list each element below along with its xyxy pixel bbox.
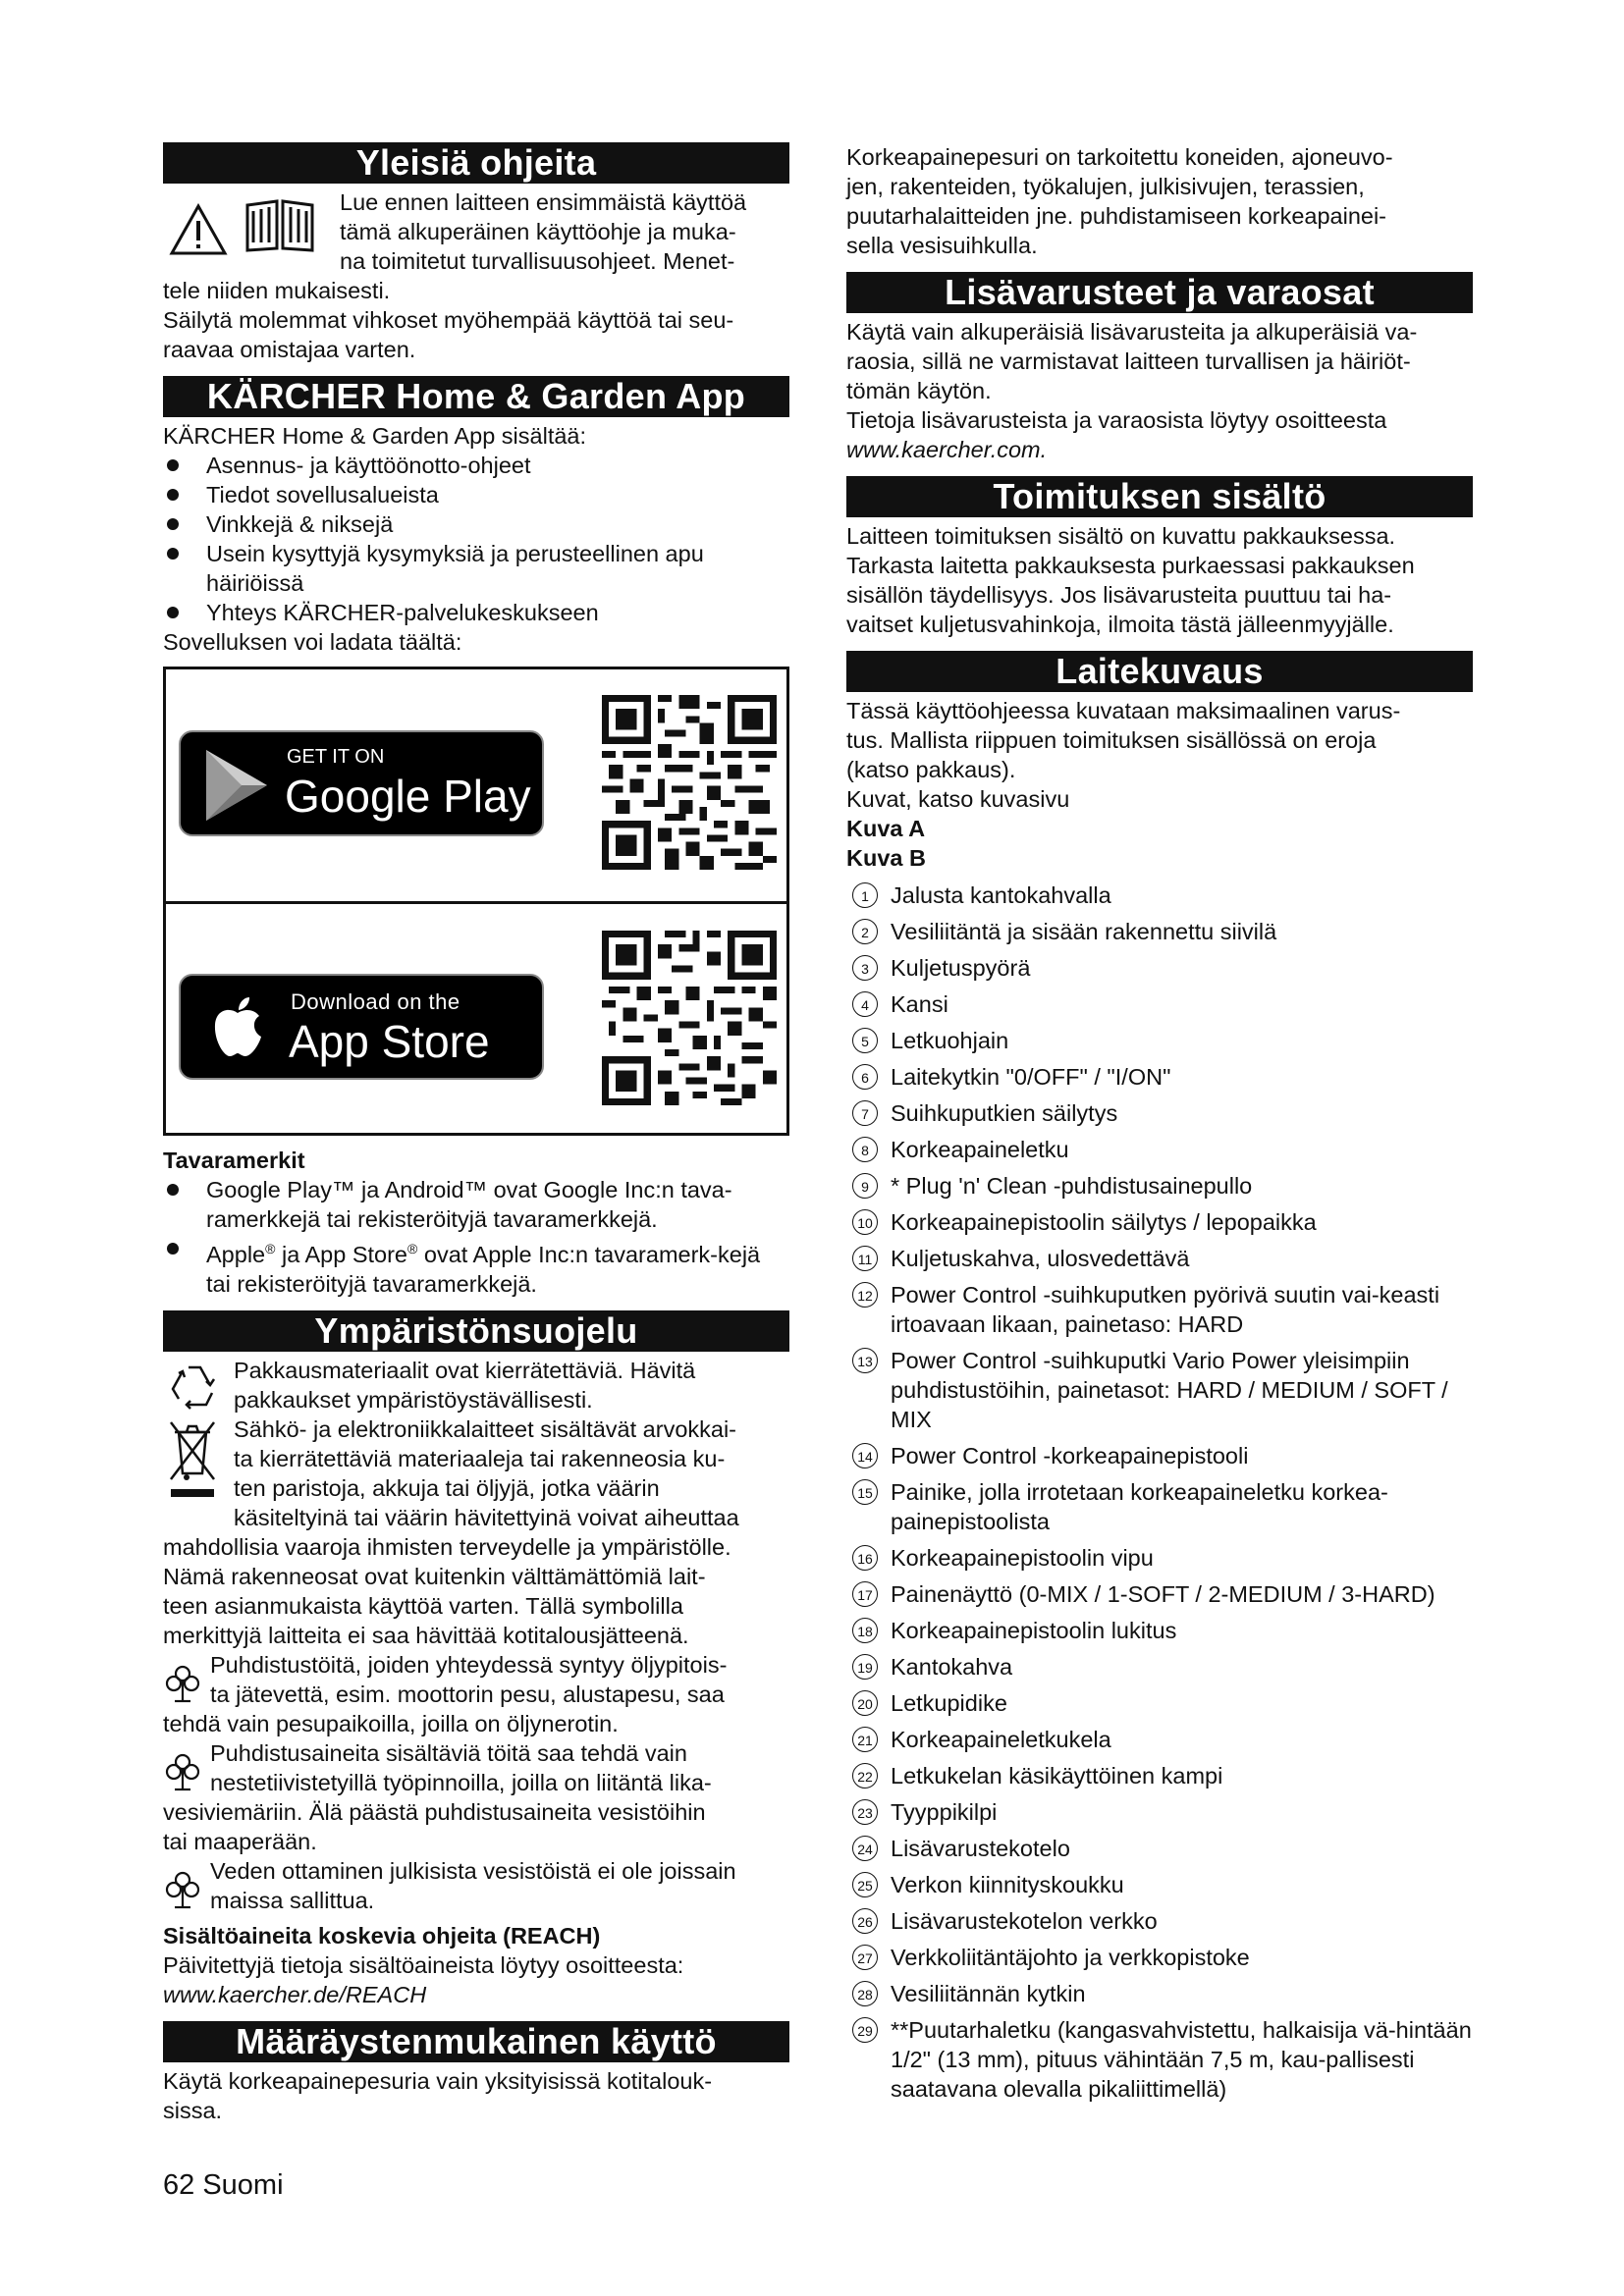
part-label: Korkeapaineletkukela [891,1727,1111,1752]
accessories-line-2: raosia, sillä ne varmistavat laitteen turvallisen ja häiriöt- [846,348,1411,374]
env-oil-water [163,1650,789,1709]
part-label: Kuljetuskahva, ulosvedettävä [891,1246,1190,1271]
google-play-big-text: Google Play [285,771,531,822]
part-number-badge: 26 [852,1908,878,1934]
description-line-2: tus. Mallista riippuen toimituksen sisällössä on eroja [846,727,1377,753]
part-number-badge: 8 [852,1137,878,1162]
use-cont-line-3: puutarhalaitteiden jne. puhdistamiseen korkeapainei- [846,203,1387,229]
description-line-1: Tässä käyttöohjeessa kuvataan maksimaalinen varus- [846,698,1401,723]
app-store-panel [166,901,786,1133]
part-label: Korkeapainepistoolin vipu [891,1545,1154,1571]
env-electronics-line-8: merkittyjä laitteita ei saa hävittää kotitalousjätteenä. [163,1622,689,1648]
list-item [846,1761,1473,1790]
part-number-badge: 3 [852,955,878,981]
reach-text: Päivitettyjä tietoja sisältöaineista löytyy osoitteesta: [163,1951,684,1978]
list-item [846,1797,1473,1827]
use-cont-line-4: sella vesisuihkulla. [846,233,1038,258]
part-label: Suihkuputkien säilytys [891,1100,1118,1126]
part-label: Lisävarustekotelon verkko [891,1908,1158,1934]
list-item: Asennus- ja käyttöönotto-ohjeet [163,451,789,480]
use-line-2: sissa. [163,2097,223,2123]
manual-book-icon [244,195,316,254]
registered-mark: ® [407,1241,418,1256]
env-packaging-line-2: pakkaukset ympäristöystävällisesti. [234,1386,593,1413]
description-figures-text: Kuvat, katso kuvasivu [846,786,1070,812]
env-oil-line-2: ta jätevettä, esim. moottorin pesu, alustapesu, saa [210,1681,725,1707]
part-label: Verkkoliitäntäjohto ja verkkopistoke [891,1945,1250,1970]
part-number-badge: 25 [852,1872,878,1897]
env-detergent-line-1: Puhdistusaineita sisältäviä töitä saa tehdä vain [210,1739,687,1766]
env-detergent-line-3: vesiviemäriin. Älä päästä puhdistusaineita vesistöihin [163,1798,706,1825]
list-item: Usein kysyttyjä kysymyksiä ja perusteellinen apu häiriöissä [163,539,789,598]
part-label: Korkeapaineletku [891,1137,1069,1162]
env-electronics-line-1: Sähkö- ja elektroniikkalaitteet sisältävät arvokkai- [234,1415,737,1442]
part-number-badge: 28 [852,1981,878,2006]
environment-tree-icon [163,1868,202,1911]
part-label: Kuljetuspyörä [891,955,1031,981]
reach-heading: Sisältöaineita koskevia ohjeita (REACH) [163,1922,601,1949]
list-item: Vinkkejä & niksejä [163,509,789,539]
list-item [846,1870,1473,1899]
google-play-qr-icon [602,695,777,870]
app-store-badge[interactable] [179,974,544,1080]
part-label: Power Control -korkeapainepistooli [891,1443,1249,1468]
part-number-badge: 19 [852,1654,878,1680]
part-number-badge: 27 [852,1945,878,1970]
environment-tree-icon [163,1750,202,1793]
part-label: Letkukelan käsikäyttöinen kampi [891,1763,1223,1789]
app-store-box [163,667,789,1136]
part-label: Painike, jolla irrotetaan korkeapaineletku korkea-painepistoolista [891,1479,1388,1534]
part-label: Tyyppikilpi [891,1799,998,1825]
part-number-badge: 5 [852,1028,878,1053]
figure-a-label: Kuva A [846,816,926,841]
part-label: Lisävarustekotelo [891,1836,1070,1861]
registered-mark: ® [265,1241,276,1256]
use-cont-line-1: Korkeapainepesuri on tarkoitettu koneiden, ajoneuvo- [846,144,1393,170]
part-number-badge: 17 [852,1581,878,1607]
list-item [846,989,1473,1019]
part-label: Laitekytkin "0/OFF" / "I/ON" [891,1064,1171,1090]
env-electronics-line-3: ten paristoja, akkuja tai öljyjä, jotka väärin [234,1474,660,1501]
environment-tree-icon [163,1662,202,1705]
general-keep-line-2: raavaa omistajaa varten. [163,337,416,362]
warning-triangle-icon [169,203,228,256]
env-electronics-line-5: mahdollisia vaaroja ihmisten terveydelle ja ympäristölle. [163,1533,731,1560]
description-line-3: (katso pakkaus). [846,757,1016,782]
part-label: Letkuohjain [891,1028,1009,1053]
list-item [846,1135,1473,1164]
list-item [846,1026,1473,1055]
list-item: Yhteys KÄRCHER-palvelukeskukseen [163,598,789,627]
apple-logo-icon [210,995,265,1060]
list-item [846,953,1473,983]
env-packaging [163,1356,789,1415]
part-label: Verkon kiinnityskoukku [891,1872,1124,1897]
env-oil-line-3: tehdä vain pesupaikoilla, joilla on öljynerotin. [163,1710,619,1736]
env-detergent-line-4: tai maaperään. [163,1828,317,1854]
heading-accessories: Lisävarusteet ja varaosat [846,272,1473,313]
figure-b-label: Kuva B [846,845,926,871]
heading-general: Yleisiä ohjeita [163,142,789,184]
app-intro: KÄRCHER Home & Garden App sisältää: [163,423,587,449]
part-label: Kantokahva [891,1654,1013,1680]
list-item [163,1234,789,1299]
part-number-badge: 29 [852,2017,878,2043]
delivery-line-1: Laitteen toimituksen sisältö on kuvattu pakkauksessa. [846,523,1396,549]
app-store-small-text: Download on the [291,989,460,1014]
part-label: * Plug 'n' Clean -puhdistusainepullo [891,1173,1253,1199]
list-item [846,1579,1473,1609]
google-play-panel [166,669,786,904]
app-feature-list [163,451,789,627]
general-intro-line-3: na toimitetut turvallisuusohjeet. Menet- [340,248,735,274]
list-item [846,1280,1473,1339]
delivery-line-4: vaitset kuljetusvahinkoja, ilmoita tästä jälleenmyyjälle. [846,612,1394,637]
part-number-badge: 10 [852,1209,878,1235]
general-intro-cont: tele niiden mukaisesti. [163,278,391,303]
env-packaging-line-1: Pakkausmateriaalit ovat kierrätettäviä. Hävitä [234,1357,696,1383]
part-number-badge: 18 [852,1618,878,1643]
trademarks-heading: Tavaramerkit [163,1148,305,1173]
env-water-line-1: Veden ottaminen julkisista vesistöistä ei ole joissain [210,1857,736,1884]
list-item [846,1979,1473,2008]
accessories-line-4: Tietoja lisävarusteista ja varaosista löytyy osoitteesta [846,407,1387,433]
heading-intended-use: Määräystenmukainen käyttö [163,2021,789,2062]
part-number-badge: 2 [852,919,878,944]
use-line-1: Käytä korkeapainepesuria vain yksityisissä kotitalouk- [163,2067,713,2094]
list-item [846,881,1473,910]
list-item [846,1477,1473,1536]
list-item [846,1244,1473,1273]
part-number-badge: 14 [852,1443,878,1468]
accessories-url: www.kaercher.com. [846,437,1048,462]
part-number-badge: 1 [852,882,878,908]
env-detergent-line-2: nestetiivistetyillä työpinnoilla, joilla on liitäntä lika- [210,1769,712,1795]
env-electronics-line-4: käsiteltyinä tai väärin hävitettyinä voivat aiheuttaa [234,1504,739,1530]
part-number-badge: 11 [852,1246,878,1271]
part-label: Vesiliitännän kytkin [891,1981,1086,2006]
part-number-badge: 4 [852,991,878,1017]
accessories-line-1: Käytä vain alkuperäisiä lisävarusteita ja alkuperäisiä va- [846,319,1418,345]
left-column [163,142,789,2125]
general-intro-line-1: Lue ennen laitteen ensimmäistä käyttöä [340,189,747,215]
weee-bin-icon [167,1418,218,1501]
part-number-badge: 16 [852,1545,878,1571]
heading-delivery: Toimituksen sisältö [846,476,1473,517]
env-oil-line-1: Puhdistustöitä, joiden yhteydessä syntyy öljypitois- [210,1651,728,1678]
heading-description: Laitekuvaus [846,651,1473,692]
app-store-text: ja App Store [275,1241,408,1267]
part-label: Korkeapainepistoolin lukitus [891,1618,1177,1643]
trademarks-list [163,1175,789,1299]
trademark-owner-text: ovat Apple Inc:n tavaramerk-kejä tai rekisteröityjä tavaramerkkejä. [206,1241,761,1297]
list-item [846,1688,1473,1718]
delivery-line-3: sisällön täydellisyys. Jos lisävarusteita puuttuu tai ha- [846,582,1392,608]
part-number-badge: 7 [852,1100,878,1126]
part-label: Vesiliitäntä ja sisään rakennettu siivilä [891,919,1277,944]
part-label: Power Control -suihkuputki Vario Power yleisimpiin puhdistustöihin, painetasot: HARD / MEDIUM / SOFT / MIX [891,1348,1448,1432]
play-triangle-icon [202,748,271,823]
part-label: Kansi [891,991,948,1017]
part-label: Letkupidike [891,1690,1007,1716]
part-number-badge: 6 [852,1064,878,1090]
list-item [846,1906,1473,1936]
app-store-qr-icon [602,931,777,1105]
env-electronics-line-6: Nämä rakenneosat ovat kuitenkin välttämättömiä lait- [163,1563,706,1589]
part-number-badge: 13 [852,1348,878,1373]
part-number-badge: 23 [852,1799,878,1825]
general-intro-line-2: tämä alkuperäinen käyttöohje ja muka- [340,219,736,244]
part-number-badge: 21 [852,1727,878,1752]
parts-list [846,881,1473,2104]
general-intro [163,187,789,276]
part-number-badge: 20 [852,1690,878,1716]
list-item [846,1098,1473,1128]
app-download-text: Sovelluksen voi ladata täältä: [163,629,462,655]
part-label: Painenäyttö (0-MIX / 1-SOFT / 2-MEDIUM / 3-HARD) [891,1581,1435,1607]
app-store-big-text: App Store [289,1016,490,1067]
list-item [846,917,1473,946]
env-water-line-2: maissa sallittua. [210,1887,375,1913]
heading-environment: Ympäristönsuojelu [163,1310,789,1352]
list-item [846,1441,1473,1470]
right-column [846,142,1473,2110]
list-item [846,1062,1473,1092]
env-electronics-line-7: teen asianmukaista käyttöä varten. Tällä symbolilla [163,1592,683,1619]
list-item [846,1171,1473,1201]
env-electronics-line-2: ta kierrätettäviä materiaaleja tai rakenneosia ku- [234,1445,726,1471]
part-number-badge: 12 [852,1282,878,1308]
list-item: Tiedot sovellusalueista [163,480,789,509]
list-item [846,1652,1473,1682]
list-item [846,1725,1473,1754]
google-play-small-text: GET IT ON [287,746,385,768]
list-item [846,1616,1473,1645]
part-label: Jalusta kantokahvalla [891,882,1111,908]
list-item [846,2015,1473,2104]
use-cont-line-2: jen, rakenteiden, työkalujen, julkisivujen, terassien, [846,174,1365,199]
part-label: Korkeapainepistoolin säilytys / lepopaikka [891,1209,1317,1235]
general-keep-line-1: Säilytä molemmat vihkoset myöhempää käyttöä tai seu- [163,307,734,333]
env-detergent [163,1738,789,1797]
google-play-badge[interactable] [179,730,544,836]
part-number-badge: 24 [852,1836,878,1861]
list-item [846,1543,1473,1573]
part-number-badge: 9 [852,1173,878,1199]
part-label: **Puutarhaletku (kangasvahvistettu, halkaisija vä-hintään 1/2" (13 mm), pituus vähintään 7,5 m, kau-pallisesti saatavana olevalla pikaliittimellä) [891,2017,1472,2102]
reach-url: www.kaercher.de/REACH [163,1981,427,2007]
recycle-icon [167,1360,222,1415]
heading-app: KÄRCHER Home & Garden App [163,376,789,417]
part-number-badge: 22 [852,1763,878,1789]
accessories-line-3: tömän käytön. [846,378,992,403]
part-number-badge: 15 [852,1479,878,1505]
env-water-intake [163,1856,789,1915]
list-item [846,1943,1473,1972]
apple-text: Apple [206,1241,266,1267]
part-label: Power Control -suihkuputken pyörivä suutin vai-keasti irtoavaan likaan, painetaso: HARD [891,1282,1440,1337]
list-item [846,1207,1473,1237]
list-item: Google Play™ ja Android™ ovat Google Inc:n tava-ramerkkejä tai rekisteröityjä tavaramerkkejä. [163,1175,789,1234]
delivery-line-2: Tarkasta laitetta pakkauksesta purkaessasi pakkauksen [846,553,1415,578]
list-item [846,1834,1473,1863]
env-electronics [163,1415,789,1532]
list-item [846,1346,1473,1434]
page-footer: 62 Suomi [163,2169,284,2201]
